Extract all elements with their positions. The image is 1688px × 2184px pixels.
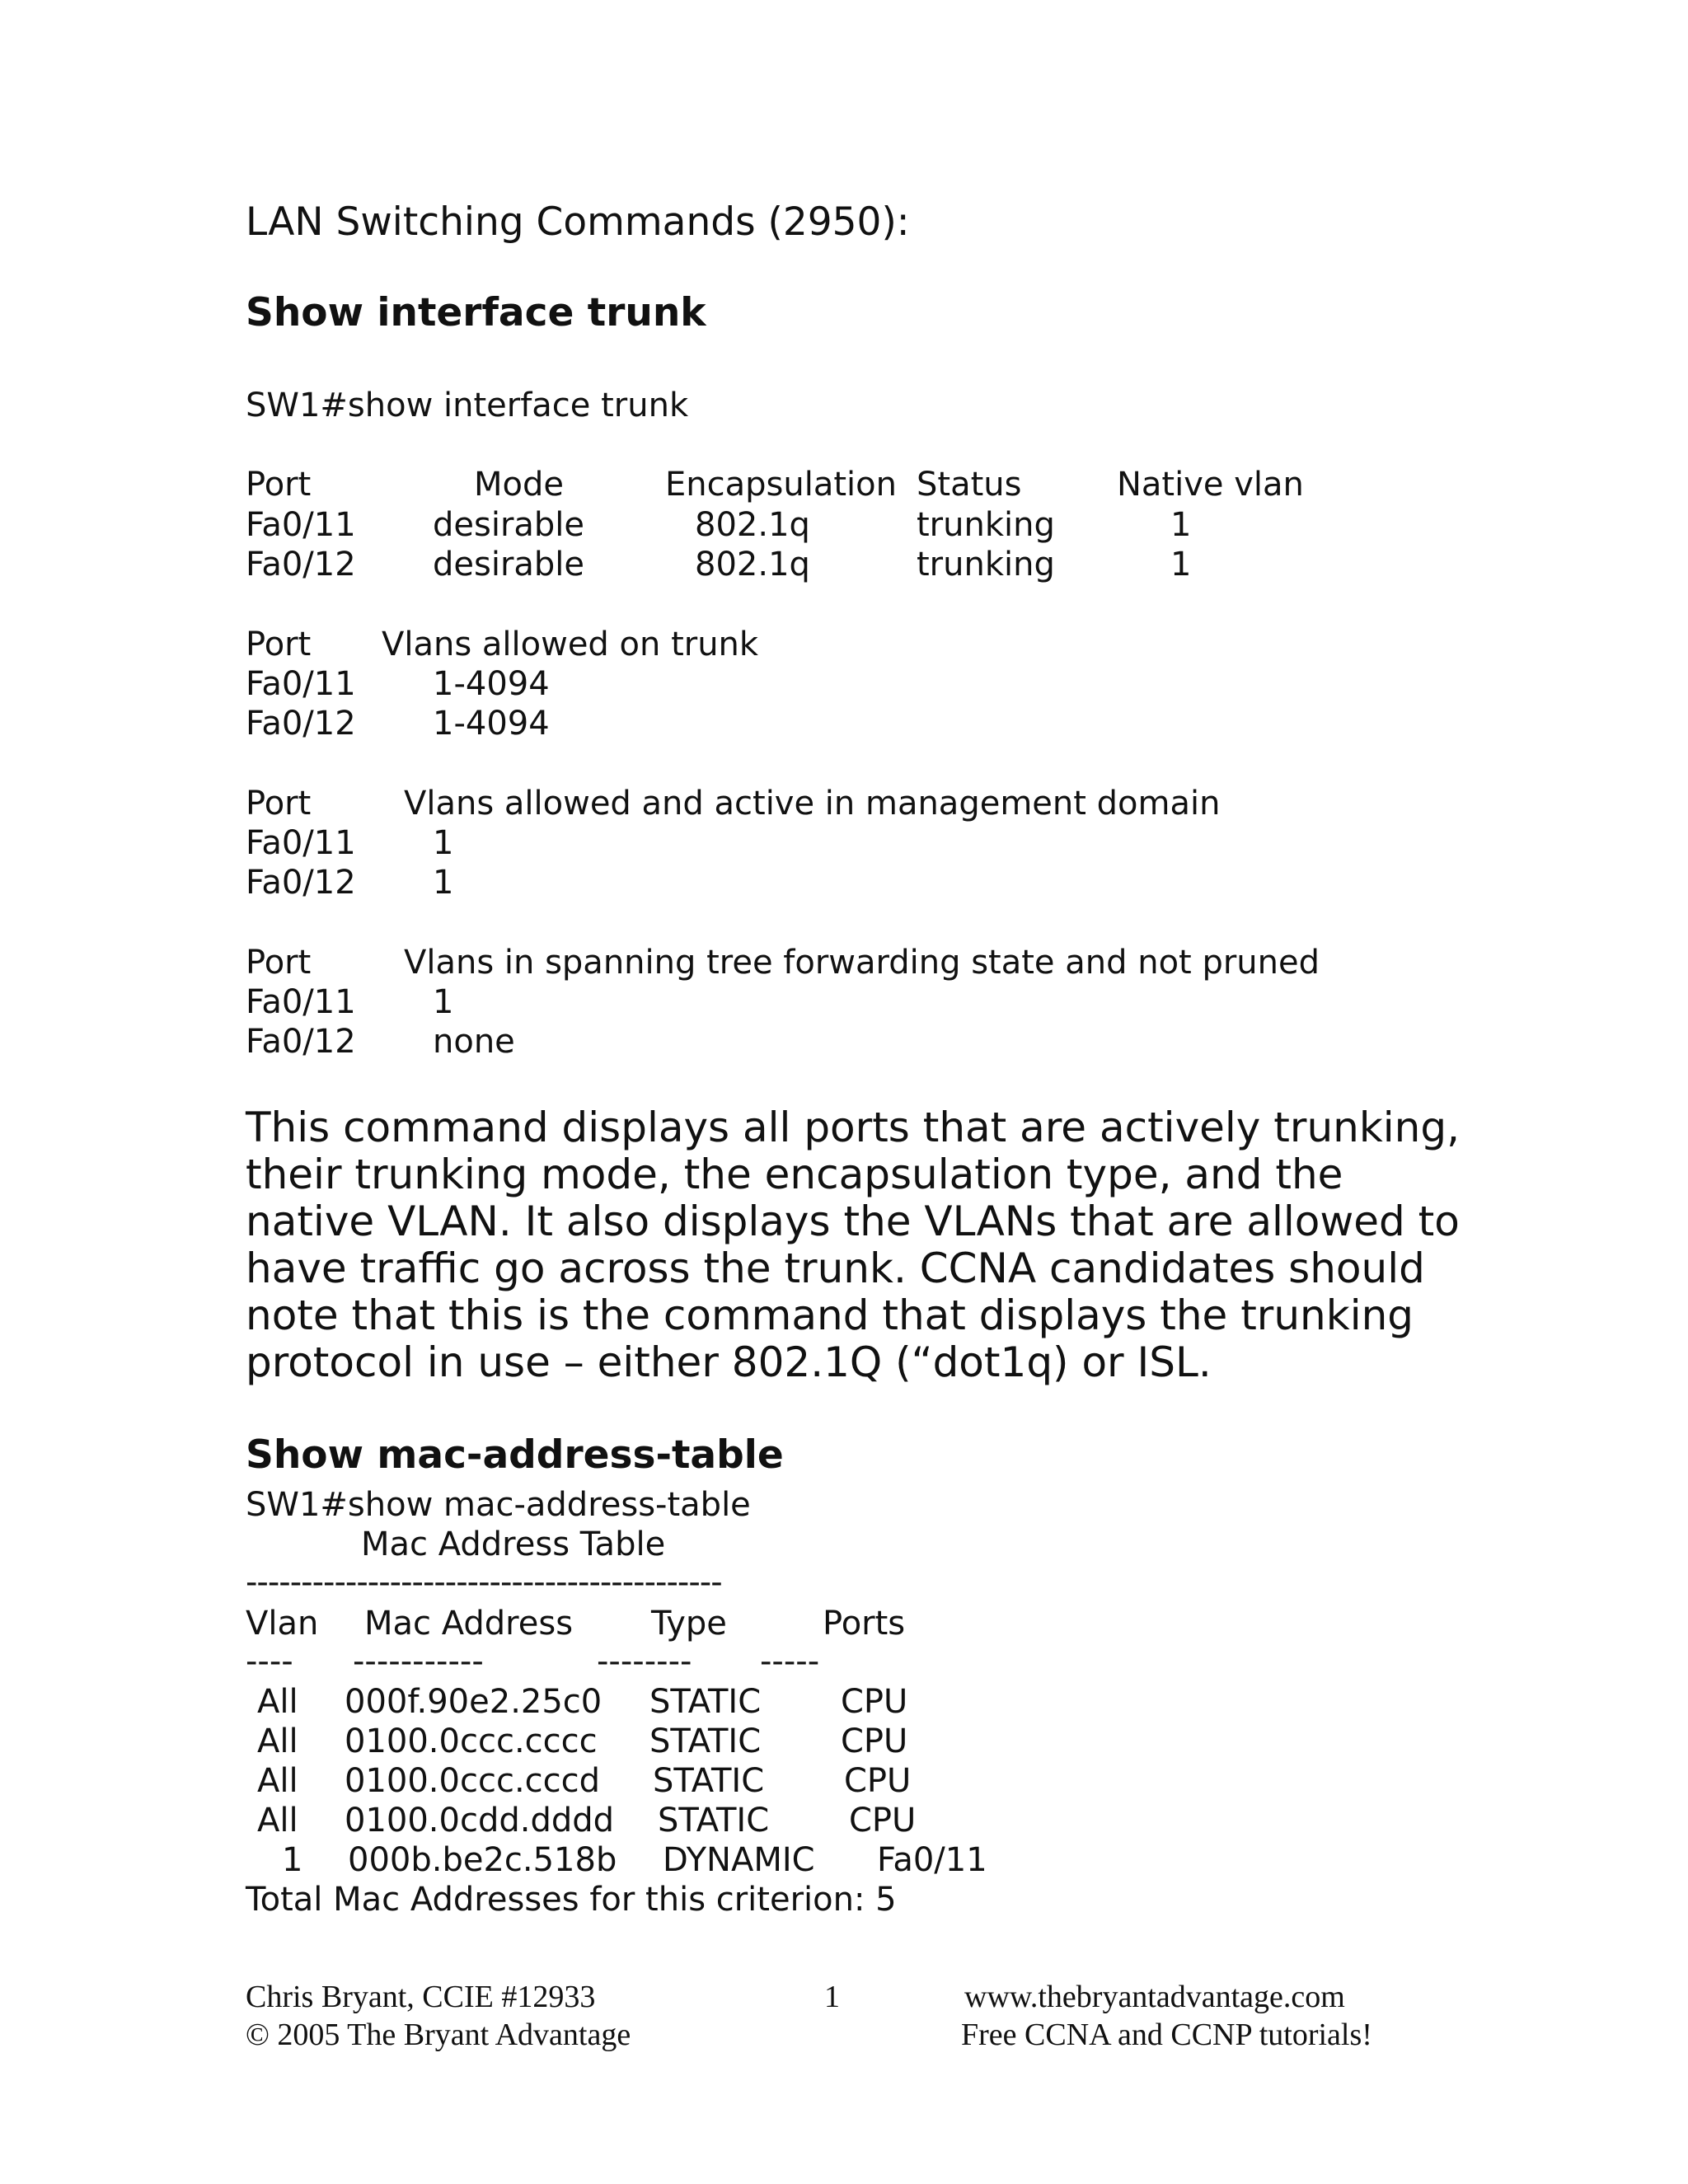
t2-row1-vlans: 1-4094 bbox=[433, 665, 550, 703]
footer-copyright: © 2005 The Bryant Advantage bbox=[246, 2018, 631, 2052]
t1-header-mode: Mode bbox=[474, 466, 564, 504]
t4-row2-port: Fa0/12 bbox=[246, 1023, 356, 1061]
t4-row2-vlans: none bbox=[433, 1023, 515, 1061]
t3-row2-vlans: 1 bbox=[433, 864, 454, 902]
mac-row2-vlan: All bbox=[257, 1722, 298, 1760]
mac-row3-type: STATIC bbox=[653, 1762, 765, 1800]
t1-row2-encapsulation: 802.1q bbox=[695, 546, 810, 583]
mac-row3-ports: CPU bbox=[844, 1762, 912, 1800]
t1-row2-status: trunking bbox=[917, 546, 1055, 583]
t3-row1-vlans: 1 bbox=[433, 824, 454, 862]
footer-author: Chris Bryant, CCIE #12933 bbox=[246, 1980, 596, 2014]
t1-header-encapsulation: Encapsulation bbox=[665, 466, 897, 504]
mac-header-vlan: Vlan bbox=[246, 1605, 319, 1643]
footer-page-number: 1 bbox=[824, 1980, 840, 2014]
mac-row5-address: 000b.be2c.518b bbox=[348, 1841, 617, 1879]
mac-row1-vlan: All bbox=[257, 1683, 298, 1721]
t4-header-vlans: Vlans in spanning tree forwarding state and not pruned bbox=[404, 944, 1320, 982]
t1-row1-native-vlan: 1 bbox=[1170, 506, 1192, 544]
mac-row3-vlan: All bbox=[257, 1762, 298, 1800]
mac-row2-type: STATIC bbox=[649, 1722, 762, 1760]
mac-row1-address: 000f.90e2.25c0 bbox=[345, 1683, 603, 1721]
mac-row5-ports: Fa0/11 bbox=[877, 1841, 987, 1879]
mac-header-address: Mac Address bbox=[364, 1605, 574, 1643]
t1-header-port: Port bbox=[246, 466, 312, 504]
mac-row4-ports: CPU bbox=[849, 1802, 917, 1840]
mac-row5-type: DYNAMIC bbox=[663, 1841, 815, 1879]
t1-header-native-vlan: Native vlan bbox=[1117, 466, 1304, 504]
trunk-command: SW1#show interface trunk bbox=[246, 387, 689, 424]
trunk-heading: Show interface trunk bbox=[246, 290, 706, 335]
t2-row2-port: Fa0/12 bbox=[246, 705, 356, 743]
t2-header-vlans: Vlans allowed on trunk bbox=[382, 626, 759, 663]
mac-heading: Show mac-address-table bbox=[246, 1432, 784, 1478]
t4-row1-vlans: 1 bbox=[433, 983, 454, 1021]
mac-rule: ------------------------------------------- bbox=[246, 1563, 722, 1601]
mac-header-type: Type bbox=[651, 1605, 727, 1643]
mac-row2-address: 0100.0ccc.cccc bbox=[345, 1722, 598, 1760]
trunk-description: This command displays all ports that are actively trunking, their trunking mode, the encapsulation type, and the native VLAN. It also displays the VLANs that are allowed to have traffic go across the trunk. CCNA candidates should note that this is the command that displays the trunking protocol in use – either 802.1Q (“dot1q) or ISL. bbox=[246, 1104, 1460, 1386]
t1-row2-native-vlan: 1 bbox=[1170, 546, 1192, 583]
mac-row5-vlan: 1 bbox=[282, 1841, 303, 1879]
t1-row2-mode: desirable bbox=[433, 546, 585, 583]
mac-row1-type: STATIC bbox=[649, 1683, 762, 1721]
t1-row2-port: Fa0/12 bbox=[246, 546, 356, 583]
mac-total: Total Mac Addresses for this criterion: 5 bbox=[246, 1881, 897, 1919]
mac-command: SW1#show mac-address-table bbox=[246, 1486, 751, 1524]
mac-dash-ports: ----- bbox=[760, 1643, 820, 1680]
t1-row1-mode: desirable bbox=[433, 506, 585, 544]
footer-website: www.thebryantadvantage.com bbox=[964, 1980, 1345, 2014]
mac-row4-type: STATIC bbox=[658, 1802, 770, 1840]
t1-row1-encapsulation: 802.1q bbox=[695, 506, 810, 544]
t3-header-port: Port bbox=[246, 785, 312, 823]
t3-row2-port: Fa0/12 bbox=[246, 864, 356, 902]
t2-row2-vlans: 1-4094 bbox=[433, 705, 550, 743]
t2-row1-port: Fa0/11 bbox=[246, 665, 356, 703]
footer-tagline: Free CCNA and CCNP tutorials! bbox=[961, 2018, 1372, 2052]
mac-row3-address: 0100.0ccc.cccd bbox=[345, 1762, 601, 1800]
t2-header-port: Port bbox=[246, 626, 312, 663]
mac-table-title: Mac Address Table bbox=[361, 1526, 666, 1563]
t4-row1-port: Fa0/11 bbox=[246, 983, 356, 1021]
mac-dash-type: -------- bbox=[597, 1643, 692, 1680]
t1-row1-port: Fa0/11 bbox=[246, 506, 356, 544]
t1-header-status: Status bbox=[917, 466, 1022, 504]
t1-row1-status: trunking bbox=[917, 506, 1055, 544]
mac-row4-address: 0100.0cdd.dddd bbox=[345, 1802, 615, 1840]
mac-dash-vlan: ---- bbox=[246, 1643, 293, 1680]
page-title: LAN Switching Commands (2950): bbox=[246, 199, 910, 245]
t4-header-port: Port bbox=[246, 944, 312, 982]
mac-row4-vlan: All bbox=[257, 1802, 298, 1840]
t3-header-vlans: Vlans allowed and active in management domain bbox=[404, 785, 1221, 823]
mac-row1-ports: CPU bbox=[841, 1683, 908, 1721]
mac-header-ports: Ports bbox=[823, 1605, 906, 1643]
t3-row1-port: Fa0/11 bbox=[246, 824, 356, 862]
mac-row2-ports: CPU bbox=[841, 1722, 908, 1760]
mac-dash-address: ----------- bbox=[353, 1643, 484, 1680]
